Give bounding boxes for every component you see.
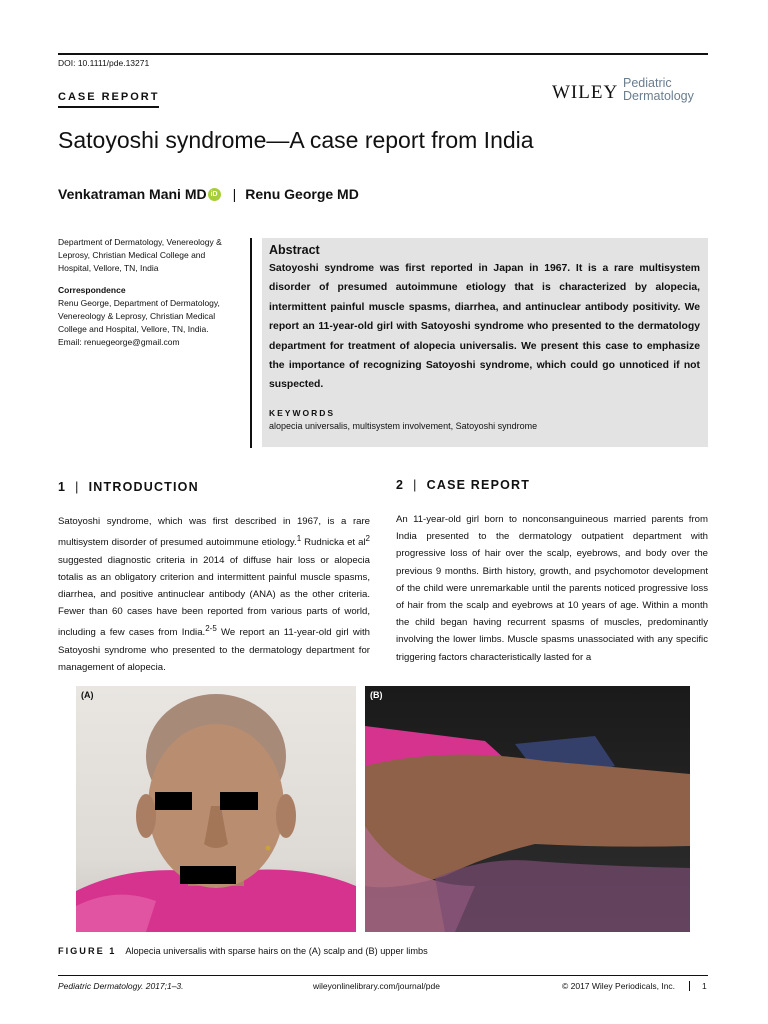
- footer-url[interactable]: wileyonlinelibrary.com/journal/pde: [313, 981, 440, 991]
- affiliation-block: [58, 236, 238, 349]
- top-rule: [58, 53, 708, 55]
- author-2: Renu George MD: [245, 186, 359, 202]
- correspondence-address: Renu George, Department of Dermatology, Venereology & Leprosy, Christian Medical College and Hospital, Vellore, TN, India.: [58, 298, 220, 334]
- panel-label-b: (B): [370, 690, 383, 700]
- introduction-paragraph: Satoyoshi syndrome, which was first described in 1967, is a rare multisystem disorder of presumed autoimmune etiology.$^1$ Rudnicka et $al^2$ suggested diagnostic criteria in 2014 of diffuse hair loss or alopecia totalis as an obligatory criterion and intermittent painful muscle spasms, diarrhea, and positive antinuclear antibody (ANA) as the other criteria. Fewer than 60 cases have been reported from various parts of world, including a few cases from India.$^{2-5}$ We report an 11-year-old girl with Satoyoshi syndrome who presented to the dermatology department for management of alopecia.: [58, 516, 370, 673]
- section-label: CASE REPORT: [58, 91, 159, 108]
- page-number: 1: [689, 981, 707, 991]
- section-heading-introduction: [58, 480, 199, 494]
- correspondence-email[interactable]: Email: renuegeorge@gmail.com: [58, 337, 180, 347]
- author-line: [58, 186, 359, 202]
- section-heading-case-report: [396, 478, 530, 492]
- earring-shape: [266, 846, 271, 851]
- censor-bar-right-eye: [220, 792, 258, 810]
- patient-face-photo: [76, 686, 356, 932]
- left-ear-shape: [136, 794, 156, 838]
- abstract-heading: Abstract: [269, 243, 320, 257]
- footer-citation: Pediatric Dermatology. 2017;1–3.: [58, 981, 184, 991]
- panel-label-a: (A): [81, 690, 94, 700]
- figure-panel-b: [365, 686, 690, 932]
- censor-bar-mouth: [180, 866, 236, 884]
- figure-caption-text: Alopecia universalis with sparse hairs on the (A) scalp and (B) upper limbs: [125, 946, 428, 956]
- article-title: Satoyoshi syndrome—A case report from India: [58, 127, 534, 153]
- journal-logo: [623, 77, 694, 103]
- figure-label: FIGURE 1: [58, 946, 117, 956]
- section-title: CASE REPORT: [426, 478, 531, 492]
- author-separator: |: [232, 186, 237, 202]
- journal-name-line1: Pediatric: [623, 76, 672, 90]
- abstract-body: Satoyoshi syndrome was first reported in Japan in 1967. It is a rare multisystem disorder of presumed autoimmune etiology that is characterized by alopecia, intermittent painful muscle spasms, diarrhea, and antinuclear antibody positivity. We report an 11-year-old girl with Satoyoshi syndrome who presented to the dermatology department for treatment of alopecia universalis. We present this case to emphasize the importance of recognizing Satoyoshi syndrome, which could go unnoticed if not suspected.: [269, 263, 700, 391]
- keywords-heading: KEYWORDS: [269, 407, 336, 418]
- publisher-logo: WILEY: [552, 82, 619, 103]
- abstract-box: [262, 238, 708, 447]
- keywords: alopecia universalis, multisystem involvement, Satoyoshi syndrome: [269, 420, 538, 431]
- section-number: 1: [58, 480, 67, 494]
- footer-rule: [58, 975, 708, 976]
- journal-name-line2: Dermatology: [623, 89, 694, 103]
- department: Department of Dermatology, Venereology & Leprosy, Christian Medical College and Hospital, Vellore, TN, India: [58, 237, 222, 273]
- patient-arm-photo: [365, 686, 690, 932]
- censor-bar-left-eye: [155, 792, 192, 810]
- citation-1[interactable]: 1: [296, 534, 302, 544]
- footer-copyright: © 2017 Wiley Periodicals, Inc.: [562, 981, 676, 991]
- figure-panel-a: [76, 686, 356, 932]
- section-separator: |: [75, 480, 80, 494]
- section-separator: |: [413, 478, 418, 492]
- abstract-divider: [250, 238, 252, 448]
- citation-2[interactable]: 2: [365, 534, 370, 544]
- section-number: 2: [396, 478, 405, 492]
- figure-caption: [58, 946, 428, 956]
- section-title: INTRODUCTION: [88, 480, 199, 494]
- correspondence-heading: Correspondence: [58, 285, 126, 295]
- citation-2-5[interactable]: 2-5: [205, 624, 217, 634]
- case-report-paragraph: An 11-year-old girl born to nonconsanguineous married parents from India presented to the dermatology outpatient department with progressive loss of hair over the scalp, eyebrows, and body over the previous 9 months. Birth history, growth, and psychomotor development of the child were unremarkable until the parents noticed progressive loss of hair from the scalp and eyebrows at 10 years of age. Within a month the child began having recurrent spasms of muscles, predominantly involving the lower limbs. Muscle spasms unassociated with any specific triggering factors characteristically lasted for a: [396, 514, 708, 663]
- right-ear-shape: [276, 794, 296, 838]
- lower-cloth: [435, 860, 690, 932]
- orcid-icon[interactable]: iD: [208, 188, 221, 201]
- doi: DOI: 10.1111/pde.13271: [58, 58, 150, 68]
- author-1: Venkatraman Mani MD: [58, 186, 207, 202]
